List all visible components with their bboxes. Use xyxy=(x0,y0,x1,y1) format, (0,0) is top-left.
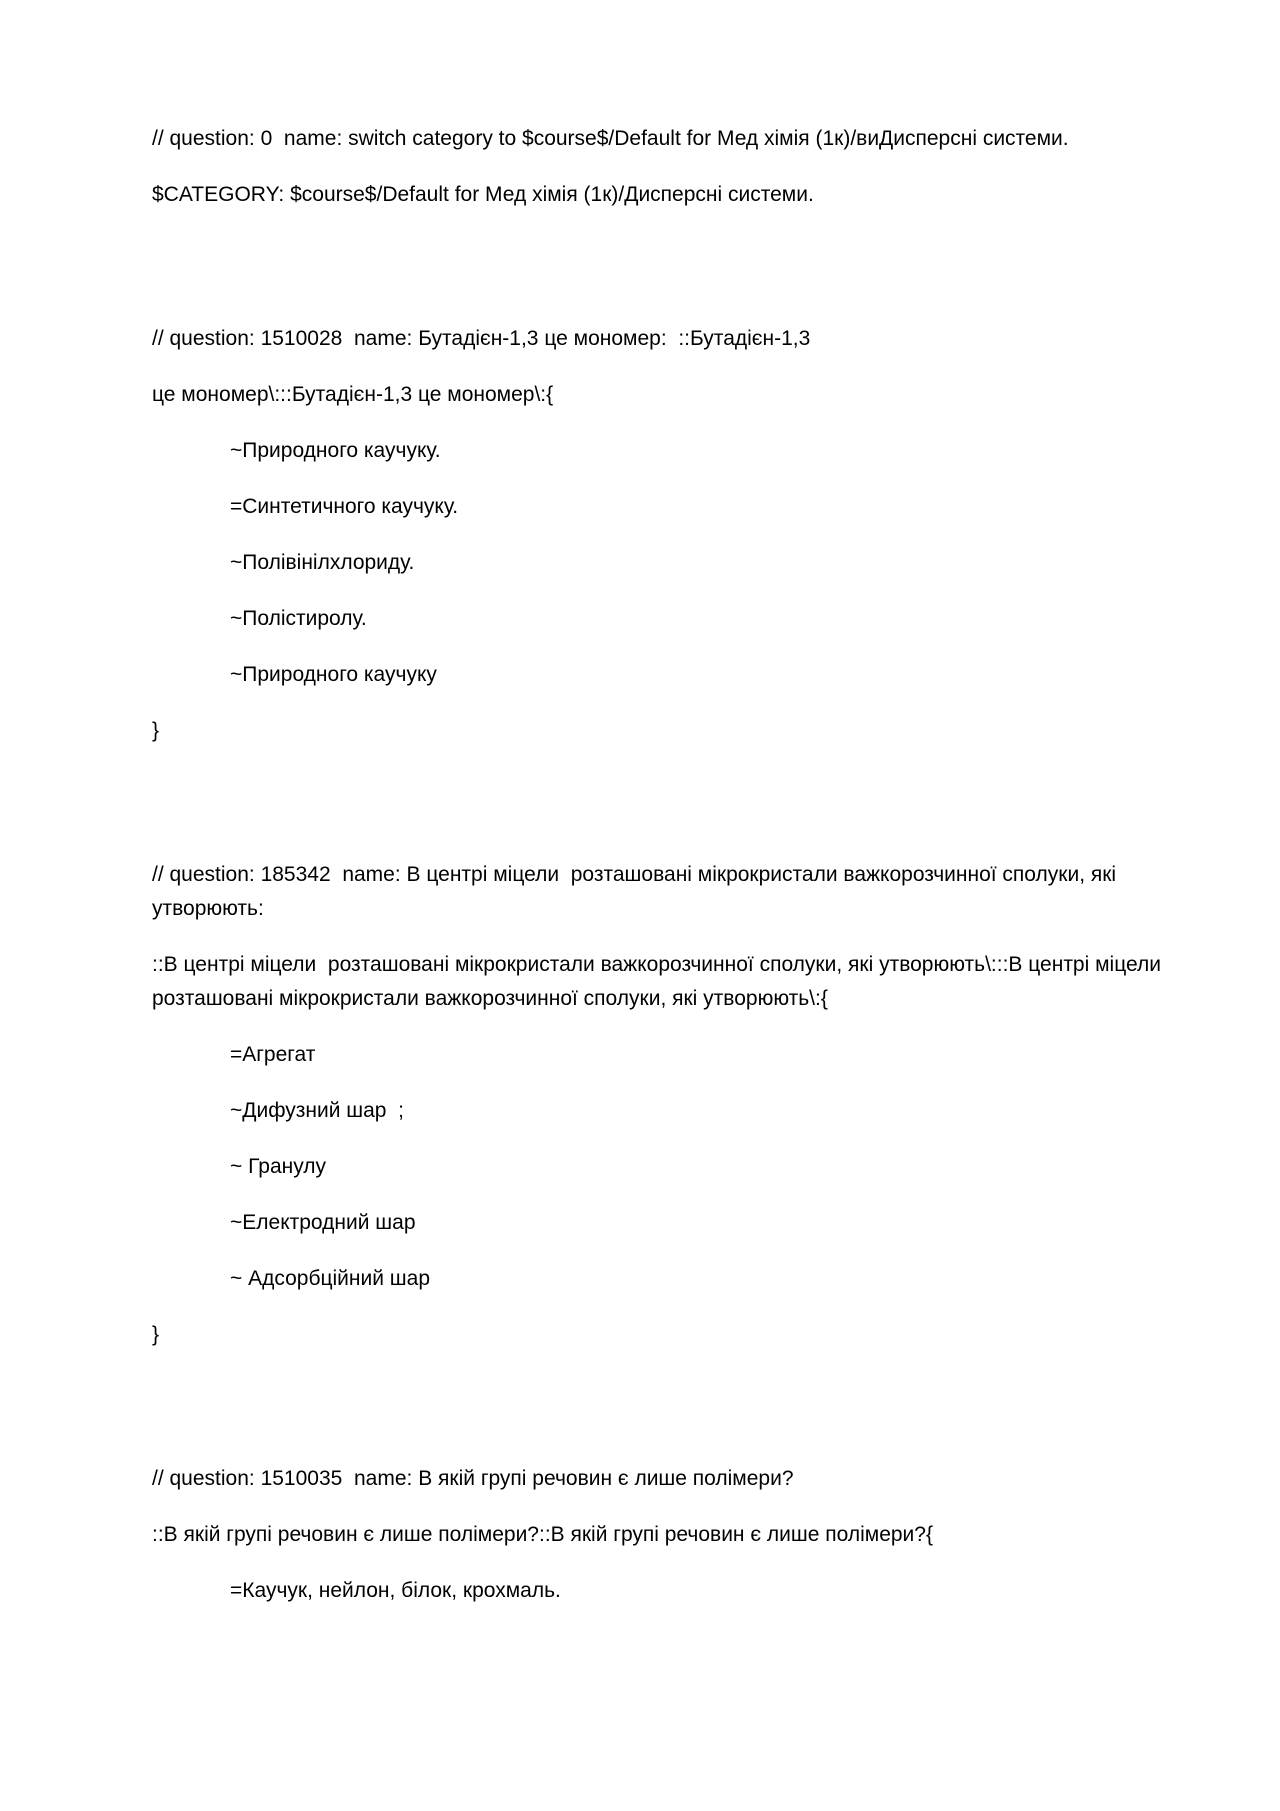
question-title: це мономер\:::Бутадієн-1,3 це мономер\:{ xyxy=(152,383,554,406)
answer-option: ~Полістиролу. xyxy=(230,607,367,630)
document-page xyxy=(152,122,1173,1630)
question-comment: // question: 185342 name: В центрі міцели розташовані мікрокристали важкорозчинної сполуки, які утворюють: xyxy=(152,863,1122,920)
category-line: $CATEGORY: $course$/Default for Мед хімія (1к)/Дисперсні системи. xyxy=(152,183,814,206)
answer-option: =Каучук, нейлон, білок, крохмаль. xyxy=(230,1579,561,1602)
answer-option: ~Електродний шар xyxy=(230,1211,416,1234)
question-block xyxy=(152,322,1162,748)
question-title: ::В якій групі речовин є лише полімери?::В якій групі речовин є лише полімери?{ xyxy=(152,1523,933,1546)
answer-option: ~Дифузний шар ; xyxy=(230,1099,404,1122)
answer-option: ~Полівінілхлориду. xyxy=(230,551,415,574)
question-comment: // question: 1510035 name: В якій групі речовин є лише полімери? xyxy=(152,1467,794,1490)
closing-brace: } xyxy=(152,719,160,742)
question-block xyxy=(152,858,1173,1352)
answer-option: ~ Гранулу xyxy=(230,1155,327,1178)
answer-option: ~ Адсорбційний шар xyxy=(230,1267,431,1290)
answer-option: =Синтетичного каучуку. xyxy=(230,495,459,518)
question-block xyxy=(152,1462,1162,1608)
closing-brace: } xyxy=(152,1323,160,1346)
category-comment: // question: 0 name: switch category to $course$/Default for Мед хімія (1к)/виДисперсні системи. xyxy=(152,127,1069,150)
question-title: ::В центрі міцели розташовані мікрокристали важкорозчинної сполуки, які утворюють\:::В центрі міцели розташовані мікрокристали важкорозчинної сполуки, які утворюють\:{ xyxy=(152,953,1173,1010)
answer-option: ~Природного каучуку. xyxy=(230,439,441,462)
answer-option: =Агрегат xyxy=(230,1043,316,1066)
question-comment: // question: 1510028 name: Бутадієн-1,3 це мономер: ::Бутадієн-1,3 xyxy=(152,327,811,350)
answer-option: ~Природного каучуку xyxy=(230,663,437,686)
